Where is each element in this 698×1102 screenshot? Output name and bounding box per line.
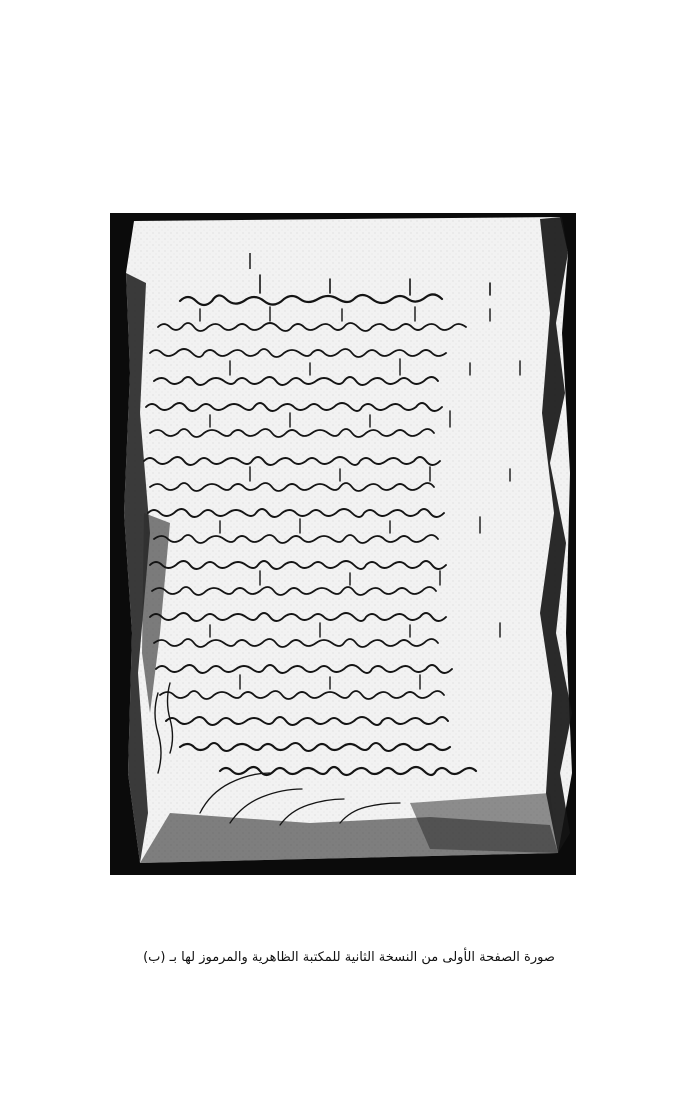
manuscript-photo [110, 213, 576, 875]
manuscript-image [110, 213, 576, 875]
manuscript-paper [124, 217, 572, 863]
figure-caption: صورة الصفحة الأولى من النسخة الثانية للمكتبة الظاهرية والمرموز لها بـ (ب) [143, 950, 555, 965]
